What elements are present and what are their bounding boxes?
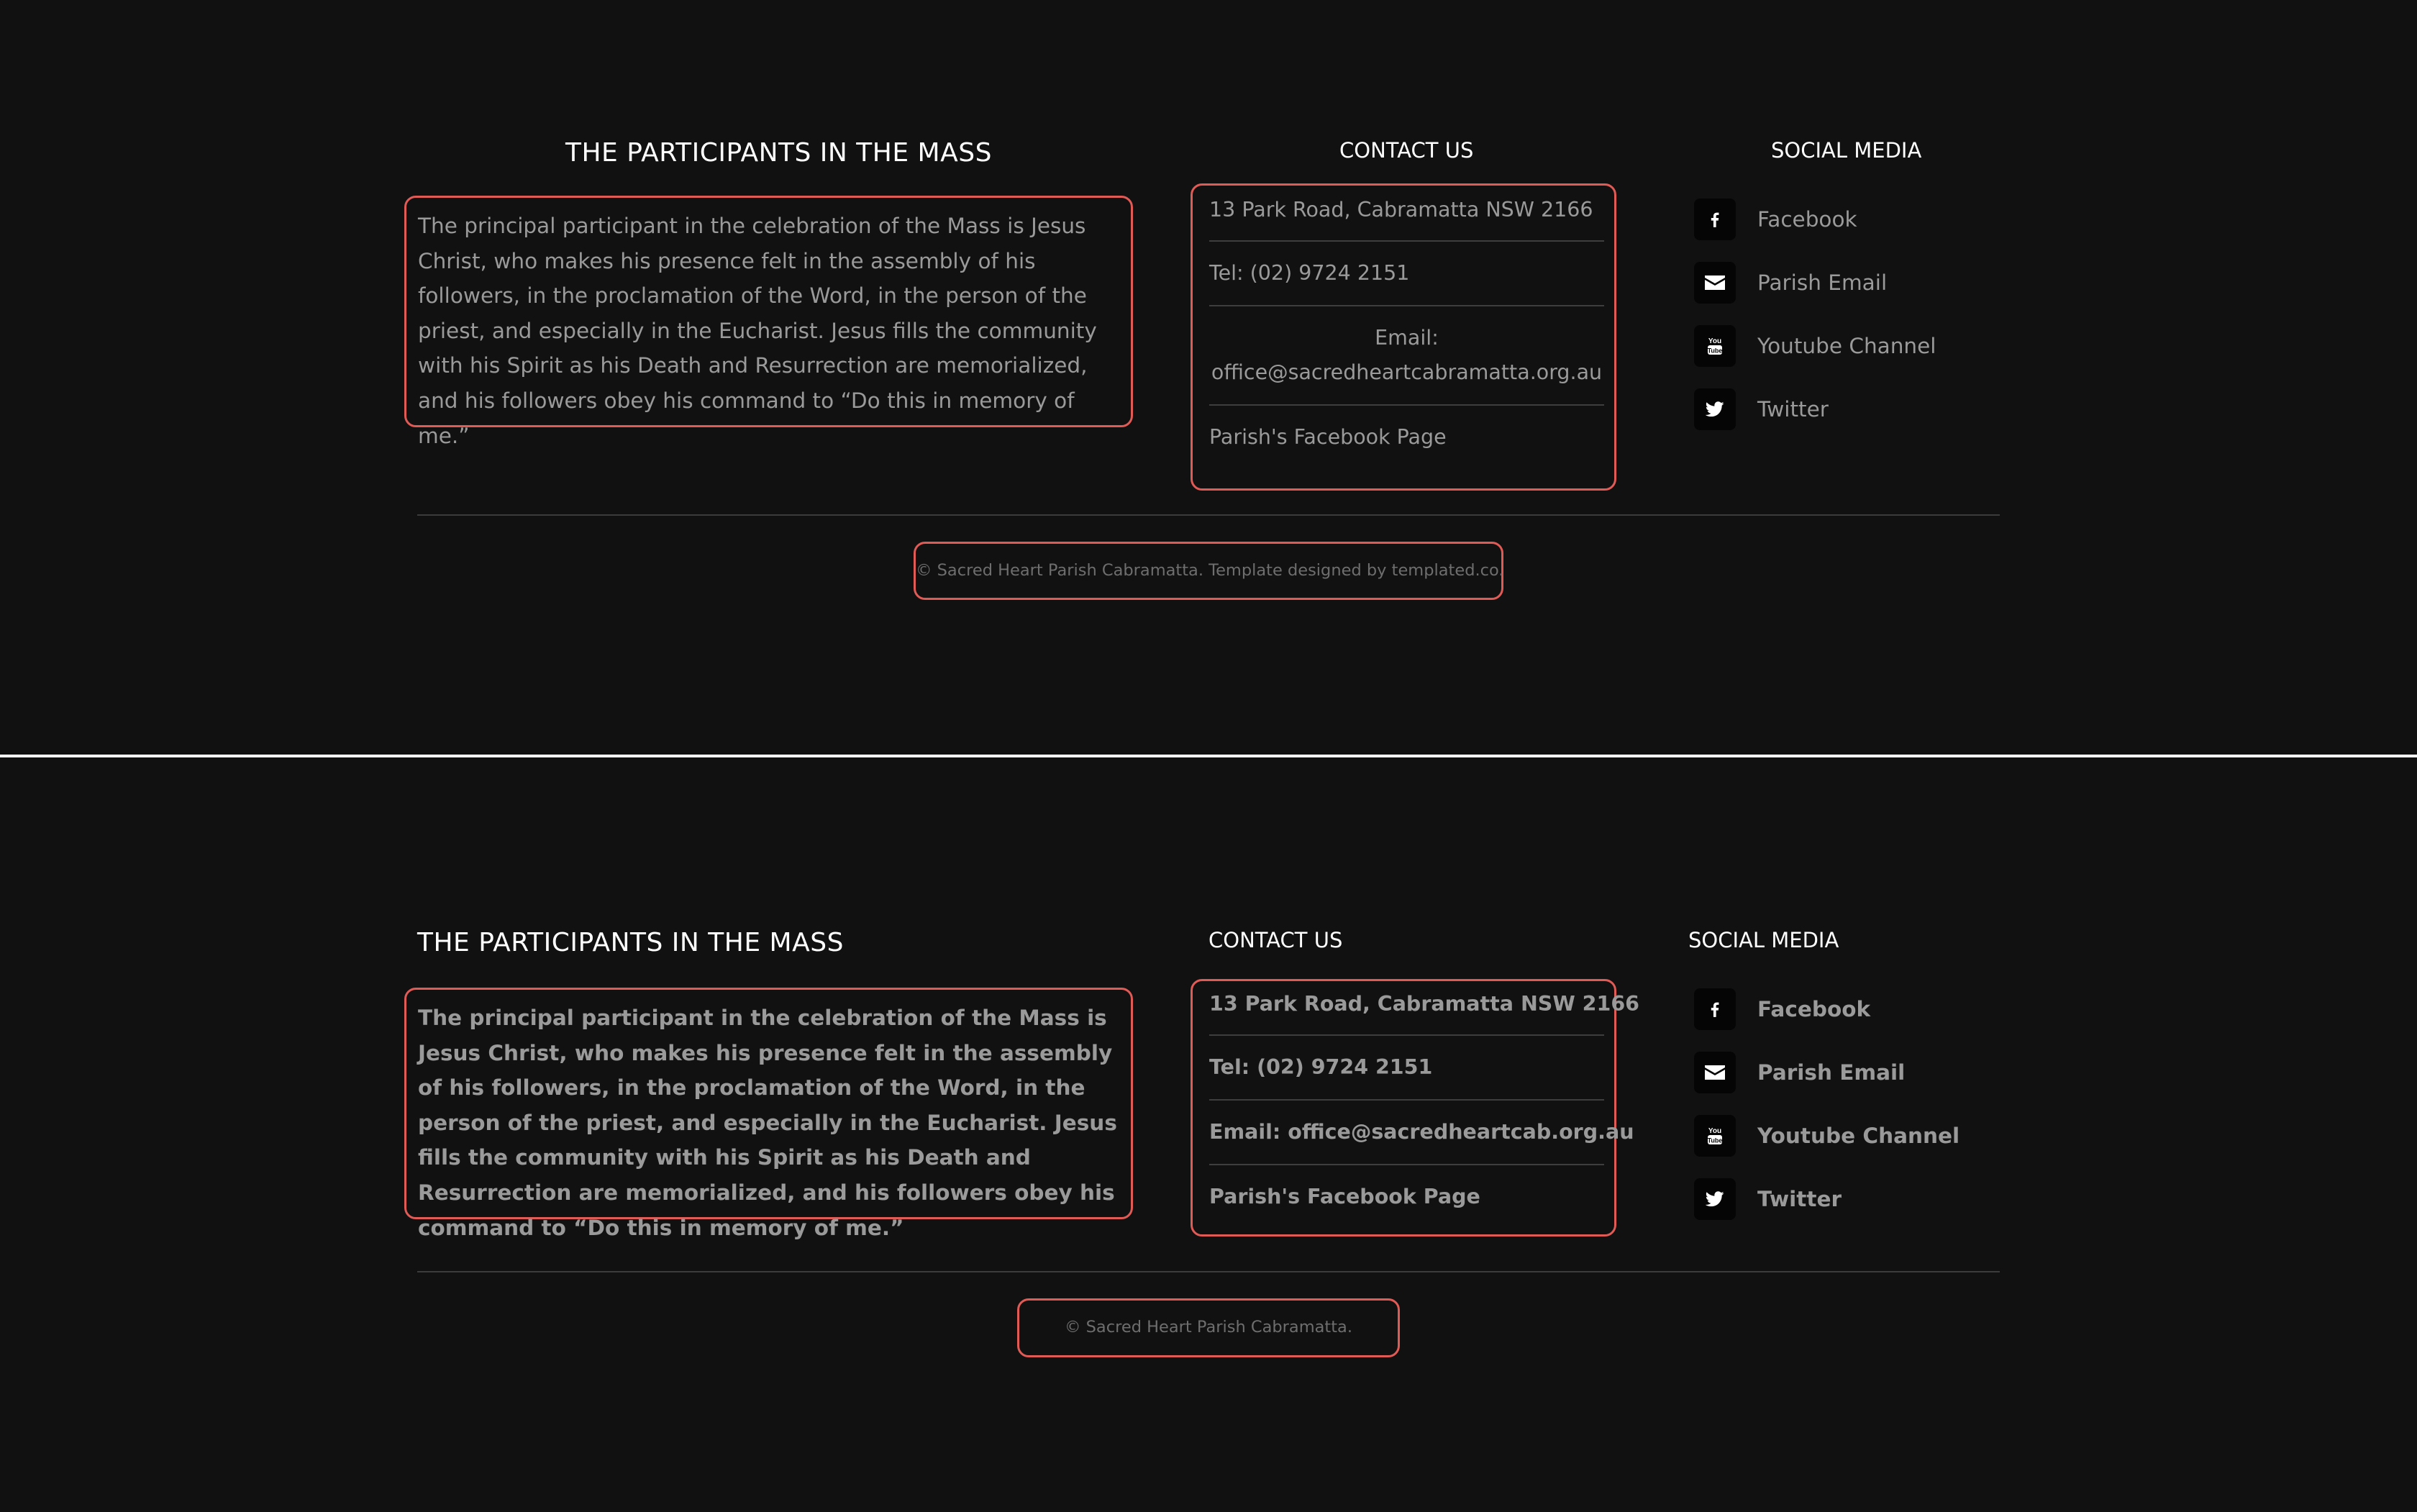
footer-separator bbox=[417, 1271, 2000, 1272]
svg-text:Tube: Tube bbox=[1707, 1137, 1723, 1144]
contact-address: 13 Park Road, Cabramatta NSW 2166 bbox=[1209, 977, 1604, 1036]
contact-box bbox=[1191, 183, 1616, 491]
social-label-parish-email: Parish Email bbox=[1757, 1060, 1906, 1085]
social-label-parish-email: Parish Email bbox=[1757, 270, 1888, 295]
social-list bbox=[1694, 199, 1936, 452]
contact-tel[interactable]: Tel: (02) 9724 2151 bbox=[1209, 242, 1604, 306]
contact-list bbox=[1209, 181, 1604, 455]
contact-email-label: Email: bbox=[1375, 326, 1439, 350]
contact-tel[interactable]: Tel: (02) 9724 2151 bbox=[1209, 1036, 1604, 1101]
participants-text: The principal participant in the celebration of the Mass is Jesus Christ, who makes his presence felt in the assembly of his followers, in the proclamation of the Word, in the person of the priest, and especially in the Eucharist. Jesus fills the community with his Spirit as his Death and Resurrection are memorialized, and his followers obey his command to “Do this in memory of me.” bbox=[418, 214, 1097, 448]
facebook-icon bbox=[1694, 988, 1736, 1030]
copyright-text: © Sacred Heart Parish Cabramatta. Template designed by templated.co. bbox=[916, 561, 1504, 580]
participants-box bbox=[404, 196, 1133, 448]
participants-text: The principal participant in the celebration of the Mass is Jesus Christ, who makes his presence felt in the assembly of his followers, in the proclamation of the Word, in the person of the priest, and especially in the Eucharist. Jesus fills the community with his Spirit as his Death and Resurrection are memorialized, and his followers obey his command to “Do this in memory of me.” bbox=[418, 1006, 1117, 1240]
social-label-twitter: Twitter bbox=[1757, 1187, 1842, 1211]
contact-box bbox=[1191, 979, 1639, 1237]
social-item-facebook[interactable] bbox=[1694, 988, 1959, 1030]
social-item-facebook[interactable] bbox=[1694, 199, 1936, 240]
social-item-twitter[interactable] bbox=[1694, 1178, 1959, 1220]
email-icon bbox=[1694, 262, 1736, 304]
social-item-parish-email[interactable] bbox=[1694, 1052, 1959, 1093]
contact-email[interactable] bbox=[1209, 306, 1604, 406]
social-heading: SOCIAL MEDIA bbox=[1688, 928, 1839, 952]
copyright-box bbox=[914, 542, 1503, 600]
copyright-text: © Sacred Heart Parish Cabramatta. bbox=[1065, 1318, 1352, 1336]
contact-list bbox=[1209, 977, 1639, 1214]
svg-text:You: You bbox=[1708, 1127, 1722, 1135]
facebook-icon bbox=[1694, 199, 1736, 240]
social-list bbox=[1694, 988, 1959, 1242]
youtube-icon bbox=[1694, 325, 1736, 367]
contact-facebook-page-link[interactable]: Parish's Facebook Page bbox=[1209, 425, 1447, 449]
social-item-youtube[interactable] bbox=[1694, 1115, 1959, 1157]
social-heading: SOCIAL MEDIA bbox=[1771, 138, 1922, 163]
contact-heading: CONTACT US bbox=[1208, 928, 1343, 952]
email-icon bbox=[1694, 1052, 1736, 1093]
twitter-icon bbox=[1694, 388, 1736, 430]
footer-version-original bbox=[0, 0, 2417, 755]
twitter-icon bbox=[1694, 1178, 1736, 1220]
social-item-parish-email[interactable] bbox=[1694, 262, 1936, 304]
social-label-facebook: Facebook bbox=[1757, 207, 1857, 232]
social-item-youtube[interactable] bbox=[1694, 325, 1936, 367]
youtube-icon bbox=[1694, 1115, 1736, 1157]
participants-heading: THE PARTICIPANTS IN THE MASS bbox=[565, 138, 992, 168]
svg-text:You: You bbox=[1708, 337, 1722, 345]
social-label-facebook: Facebook bbox=[1757, 997, 1871, 1021]
footer-separator bbox=[417, 514, 2000, 516]
contact-email-address[interactable]: office@sacredheartcabramatta.org.au bbox=[1211, 360, 1603, 384]
footer-version-revised bbox=[0, 757, 2417, 1512]
contact-heading: CONTACT US bbox=[1339, 138, 1474, 163]
contact-address: 13 Park Road, Cabramatta NSW 2166 bbox=[1209, 181, 1604, 242]
svg-text:Tube: Tube bbox=[1707, 347, 1723, 355]
social-label-twitter: Twitter bbox=[1757, 397, 1829, 422]
contact-facebook-page-link[interactable]: Parish's Facebook Page bbox=[1209, 1185, 1480, 1208]
participants-heading: THE PARTICIPANTS IN THE MASS bbox=[417, 928, 844, 957]
social-item-twitter[interactable] bbox=[1694, 388, 1936, 430]
social-label-youtube: Youtube Channel bbox=[1757, 1124, 1960, 1148]
contact-email[interactable]: Email: office@sacredheartcab.org.au bbox=[1209, 1101, 1604, 1165]
social-label-youtube: Youtube Channel bbox=[1757, 334, 1936, 358]
copyright-box bbox=[1017, 1298, 1400, 1357]
participants-box bbox=[404, 988, 1133, 1240]
